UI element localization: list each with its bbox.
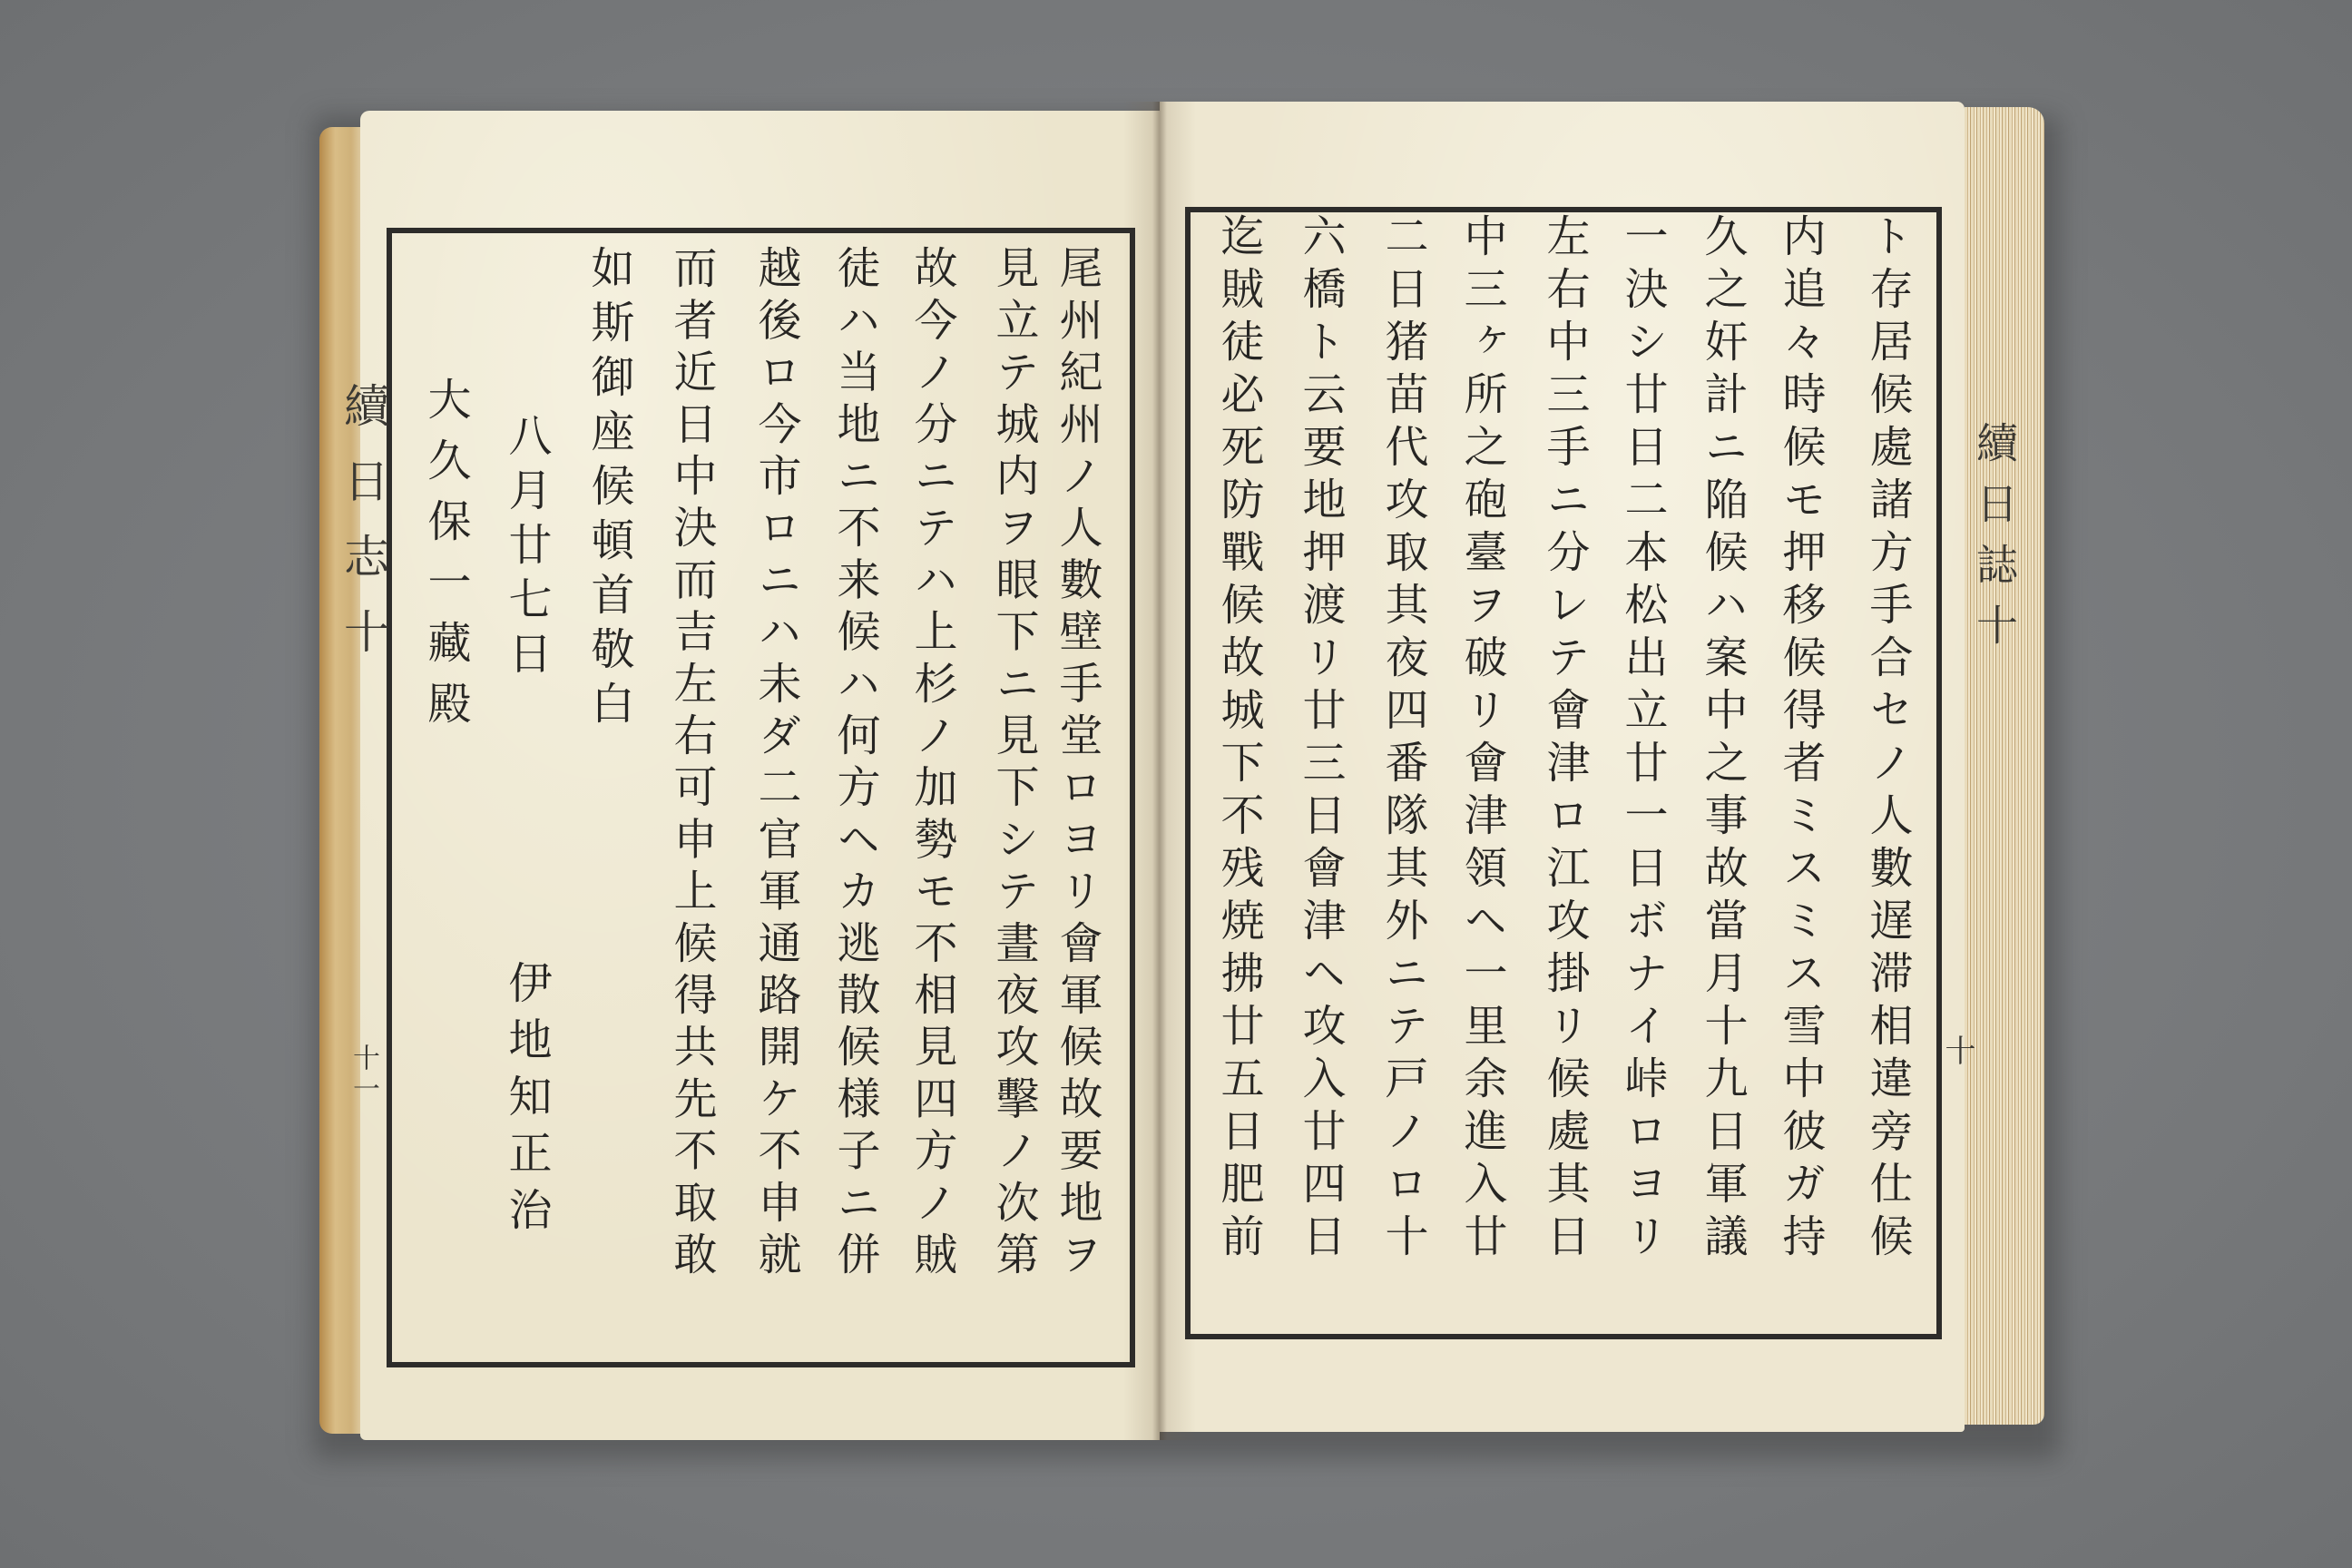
right-margin-label: 續日誌十 <box>1970 421 2019 664</box>
right-column-4: 一決シ廿日二本松出立廿一日ボナイ峠ロヨリ <box>1617 213 1668 1266</box>
left-margin-label: 續日志十 <box>337 382 389 683</box>
left-column-5: 越後ロ今市ロニハ未ダ二官軍通路開ケ不申就 <box>750 245 801 1283</box>
right-column-7: 二日猪苗代攻取其夜四番隊其外ニテ戸ノロ十 <box>1377 213 1428 1266</box>
right-column-1: ト存居候處諸方手合セノ人數遅滞相違旁仕候 <box>1862 213 1913 1266</box>
letter-addressee: 大久保一藏殿 <box>420 377 471 741</box>
right-column-2: 内追々時候モ押移候得者ミスミス雪中彼ガ持 <box>1775 213 1826 1266</box>
right-column-3: 久之奸計ニ陥候ハ案中之事故當月十九日軍議 <box>1697 213 1748 1266</box>
right-page-number: 十 <box>1939 1034 1975 1065</box>
letter-date: 八月廿七日 <box>501 413 552 685</box>
left-column-3: 故今ノ分ニテハ上杉ノ加勢モ不相見四方ノ賊 <box>906 245 957 1283</box>
right-column-6: 中三ヶ所之砲臺ヲ破リ會津領ヘ一里余進入廿 <box>1456 213 1507 1266</box>
letter-sender: 伊地知正治 <box>501 960 552 1244</box>
left-column-closing: 如斯御座候頓首敬白 <box>583 245 634 735</box>
left-column-6: 而者近日中決而吉左右可申上候得共先不取敢 <box>666 245 717 1283</box>
left-column-1: 尾州紀州ノ人數壁手堂ロヨリ會軍候故要地ヲ <box>1052 245 1102 1283</box>
right-column-8: 六橋ト云要地押渡リ廿三日會津ヘ攻入廿四日 <box>1295 213 1346 1266</box>
right-column-9: 迄賊徒必死防戰候故城下不残焼拂廿五日肥前 <box>1213 213 1264 1266</box>
left-column-2: 見立テ城内ヲ眼下ニ見下シテ晝夜攻擊ノ次第 <box>988 245 1039 1283</box>
left-page-edge <box>319 127 365 1434</box>
right-page-stack <box>1965 107 2044 1425</box>
left-page-number: 十一 <box>348 1044 379 1105</box>
left-column-4: 徒ハ当地ニ不来候ハ何方ヘカ逃散候様子ニ併 <box>829 245 880 1283</box>
right-column-5: 左右中三手ニ分レテ會津ロ江攻掛リ候處其日 <box>1539 213 1590 1266</box>
